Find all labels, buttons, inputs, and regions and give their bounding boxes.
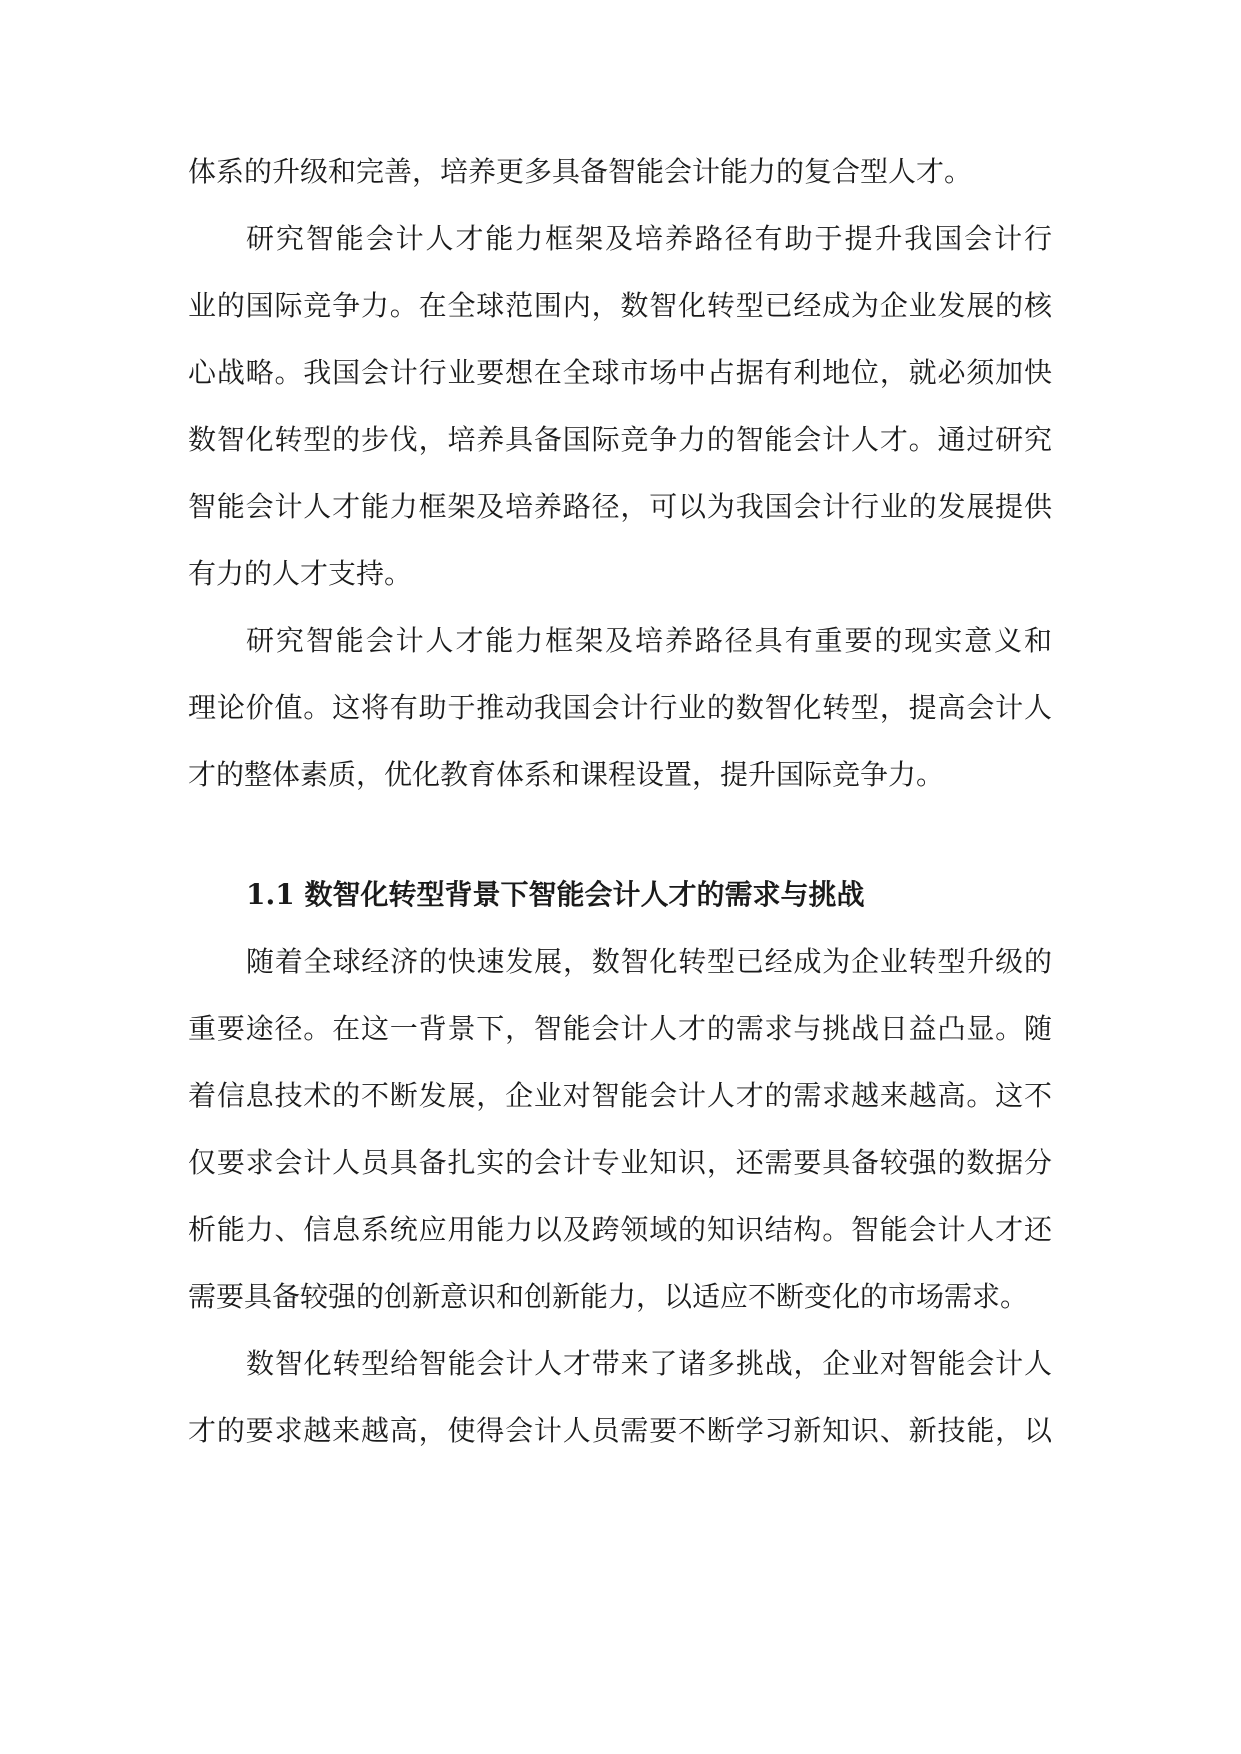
paragraph-line: 智能会计人才能力框架及培养路径，可以为我国会计行业的发展提供 (188, 490, 1052, 523)
paragraph-line: 需要具备较强的创新意识和创新能力，以适应不断变化的市场需求。 (188, 1280, 1029, 1313)
paragraph-line: 研究智能会计人才能力框架及培养路径具有重要的现实意义和 (246, 624, 1052, 657)
paragraph-line: 理论价值。这将有助于推动我国会计行业的数智化转型，提高会计人 (188, 691, 1052, 724)
paragraph-line: 才的整体素质，优化教育体系和课程设置，提升国际竞争力。 (188, 758, 945, 791)
paragraph-line: 有力的人才支持。 (188, 557, 413, 590)
paragraph-line: 体系的升级和完善，培养更多具备智能会计能力的复合型人才。 (188, 155, 973, 188)
paragraph-line: 随着全球经济的快速发展，数智化转型已经成为企业转型升级的 (246, 945, 1052, 978)
paragraph-line: 数智化转型的步伐，培养具备国际竞争力的智能会计人才。通过研究 (188, 423, 1052, 456)
section-heading: 1.1 数智化转型背景下智能会计人才的需求与挑战 (246, 878, 865, 911)
paragraph-international-competitiveness (188, 213, 1052, 615)
paragraph-line: 析能力、信息系统应用能力以及跨领域的知识结构。智能会计人才还 (188, 1213, 1052, 1246)
paragraph-practical-significance (188, 615, 1052, 816)
text-column (188, 146, 1052, 1472)
paragraph-line: 数智化转型给智能会计人才带来了诸多挑战，企业对智能会计人 (246, 1347, 1052, 1380)
paragraph-line: 仅要求会计人员具备扎实的会计专业知识，还需要具备较强的数据分 (188, 1146, 1052, 1179)
opening-paragraph-fragment (188, 146, 1052, 213)
paragraph-line: 才的要求越来越高，使得会计人员需要不断学习新知识、新技能，以 (188, 1414, 1052, 1447)
paragraph-demand (188, 936, 1052, 1338)
paragraph-line: 着信息技术的不断发展，企业对智能会计人才的需求越来越高。这不 (188, 1079, 1052, 1112)
paragraph-line: 重要途径。在这一背景下，智能会计人才的需求与挑战日益凸显。随 (188, 1012, 1052, 1045)
paragraph-line: 研究智能会计人才能力框架及培养路径有助于提升我国会计行 (246, 222, 1052, 255)
paragraph-line: 心战略。我国会计行业要想在全球市场中占据有利地位，就必须加快 (188, 356, 1052, 389)
paragraph-line: 业的国际竞争力。在全球范围内，数智化转型已经成为企业发展的核 (188, 289, 1052, 322)
paragraph-challenges (188, 1338, 1052, 1472)
